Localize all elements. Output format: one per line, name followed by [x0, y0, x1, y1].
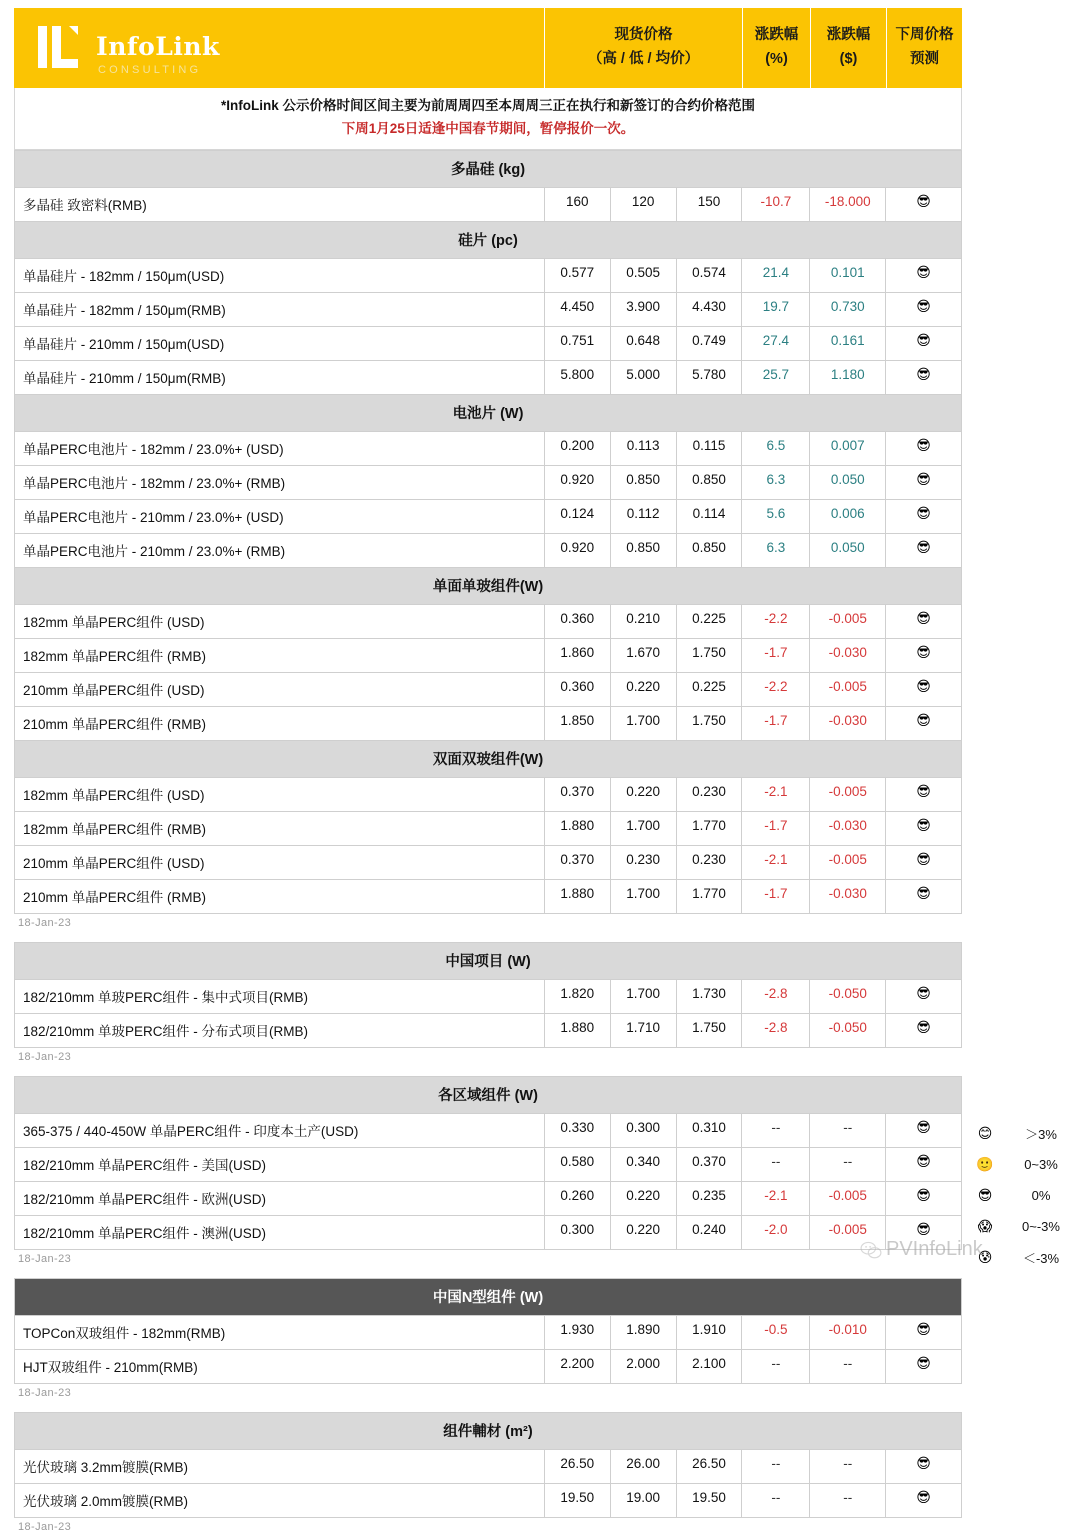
section-title: 硅片 (pc): [15, 222, 961, 258]
row-product-name: 单晶PERC电池片 - 182mm / 23.0%+ (RMB): [23, 475, 286, 491]
row-change-percent: --: [741, 1450, 809, 1483]
block-date-stamp: 18-Jan-23: [18, 1520, 72, 1533]
row-price-avg: 1.750: [676, 1014, 742, 1047]
row-change-percent: -1.7: [741, 707, 809, 740]
table-row[interactable]: [14, 879, 962, 914]
row-price-low: 0.220: [610, 1182, 676, 1215]
row-product-name: 365-375 / 440-450W 单晶PERC组件 - 印度本土产(USD): [23, 1123, 359, 1139]
row-change-dollar: -0.030: [809, 812, 885, 845]
row-price-avg: 0.230: [676, 778, 742, 811]
row-price-low: 0.220: [610, 778, 676, 811]
block-spacer: [14, 1063, 962, 1076]
section-title: 组件輔材 (m²): [15, 1413, 961, 1449]
row-price-avg: 0.240: [676, 1216, 742, 1249]
row-product-name: 182mm 单晶PERC组件 (USD): [23, 787, 205, 803]
row-price-high: 5.800: [544, 361, 610, 394]
row-price-low: 1.890: [610, 1316, 676, 1349]
row-change-dollar: --: [809, 1484, 885, 1517]
row-product-name: 光伏玻璃 2.0mm镀膜(RMB): [23, 1493, 188, 1509]
row-price-high: 1.850: [544, 707, 610, 740]
row-price-high: 0.360: [544, 605, 610, 638]
row-price-low: 0.230: [610, 846, 676, 879]
row-change-percent: -2.1: [741, 846, 809, 879]
table-row[interactable]: [14, 465, 962, 499]
row-price-high: 0.577: [544, 259, 610, 292]
row-change-dollar: 0.050: [809, 466, 885, 499]
row-forecast-face-icon: 😎: [885, 880, 961, 913]
row-change-dollar: -0.005: [809, 1216, 885, 1249]
row-change-dollar: -0.030: [809, 707, 885, 740]
row-change-percent: -1.7: [741, 812, 809, 845]
row-change-percent: -2.2: [741, 673, 809, 706]
legend-face-icon: 😰: [977, 1249, 993, 1265]
row-change-dollar: 0.101: [809, 259, 885, 292]
notice-line-1: *InfoLink 公示价格时间区间主要为前周周四至本周周三正在执行和新签订的合约价格范围: [221, 98, 755, 113]
block-china-ntype: [14, 1278, 962, 1399]
row-change-percent: -1.7: [741, 639, 809, 672]
table-row[interactable]: [14, 1181, 962, 1215]
table-row[interactable]: [14, 1013, 962, 1048]
table-row[interactable]: [14, 499, 962, 533]
row-forecast-face-icon: 😎: [885, 327, 961, 360]
row-price-high: 1.880: [544, 1014, 610, 1047]
row-forecast-face-icon: 😎: [885, 778, 961, 811]
row-price-avg: 0.574: [676, 259, 742, 292]
row-price-high: 0.330: [544, 1114, 610, 1147]
row-product-name: 单晶PERC电池片 - 210mm / 23.0%+ (USD): [23, 509, 284, 525]
row-price-avg: 26.50: [676, 1450, 742, 1483]
table-row[interactable]: [14, 258, 962, 292]
section-title: 各区域组件 (W): [15, 1077, 961, 1113]
table-row[interactable]: [14, 292, 962, 326]
col-header-spot-price-line2: （高 / 低 / 均价）: [587, 51, 700, 67]
row-price-low: 0.300: [610, 1114, 676, 1147]
row-price-low: 0.850: [610, 466, 676, 499]
row-product-name: 210mm 单晶PERC组件 (RMB): [23, 716, 207, 732]
row-price-high: 0.124: [544, 500, 610, 533]
row-product-name: TOPCon双玻组件 - 182mm(RMB): [23, 1325, 226, 1341]
legend-label: 0~3%: [1024, 1157, 1058, 1172]
table-row[interactable]: [14, 187, 962, 221]
row-change-dollar: -0.005: [809, 673, 885, 706]
row-change-dollar: -0.030: [809, 639, 885, 672]
row-price-avg: 0.114: [676, 500, 742, 533]
row-product-name: 182/210mm 单晶PERC组件 - 澳洲(USD): [23, 1225, 267, 1241]
table-row[interactable]: [14, 1215, 962, 1250]
row-price-avg: 1.730: [676, 980, 742, 1013]
section-header-row: [14, 1412, 962, 1449]
table-row[interactable]: [14, 979, 962, 1013]
block-date-stamp: 18-Jan-23: [18, 1050, 72, 1063]
legend-label: ＜-3%: [1022, 1251, 1060, 1266]
row-price-high: 19.50: [544, 1484, 610, 1517]
row-product-name: HJT双玻组件 - 210mm(RMB): [23, 1359, 198, 1375]
forecast-legend: [966, 1118, 1078, 1273]
table-row[interactable]: [14, 1113, 962, 1147]
row-product-name: 单晶硅片 - 182mm / 150μm(USD): [23, 268, 225, 284]
row-forecast-face-icon: 😎: [885, 980, 961, 1013]
legend-face-icon: 😱: [977, 1218, 993, 1234]
row-change-percent: 6.3: [741, 466, 809, 499]
row-forecast-face-icon: 😎: [885, 188, 961, 221]
row-change-dollar: 0.161: [809, 327, 885, 360]
notice-banner: [14, 88, 962, 150]
block-date-stamp: 18-Jan-23: [18, 916, 72, 929]
row-change-dollar: 0.050: [809, 534, 885, 567]
row-forecast-face-icon: 😎: [885, 1114, 961, 1147]
section-title: 电池片 (W): [15, 395, 961, 431]
row-forecast-face-icon: 😎: [885, 361, 961, 394]
row-forecast-face-icon: 😎: [885, 812, 961, 845]
section-header-row: [14, 1076, 962, 1113]
row-price-low: 3.900: [610, 293, 676, 326]
row-change-percent: -2.1: [741, 1182, 809, 1215]
row-price-low: 2.000: [610, 1350, 676, 1383]
section-title: 单面单玻组件(W): [15, 568, 961, 604]
row-change-percent: 6.5: [741, 432, 809, 465]
legend-face-icon: 😊: [977, 1125, 993, 1141]
block-polysilicon: [14, 150, 962, 929]
table-header: [14, 8, 962, 88]
row-change-percent: -1.7: [741, 880, 809, 913]
row-forecast-face-icon: 😎: [885, 1350, 961, 1383]
row-price-high: 1.860: [544, 639, 610, 672]
row-price-avg: 0.225: [676, 605, 742, 638]
row-forecast-face-icon: 😎: [885, 293, 961, 326]
row-change-dollar: 0.007: [809, 432, 885, 465]
row-price-high: 26.50: [544, 1450, 610, 1483]
row-forecast-face-icon: 😎: [885, 500, 961, 533]
row-price-high: 0.360: [544, 673, 610, 706]
legend-label: ＞3%: [1025, 1127, 1057, 1142]
row-price-avg: 0.370: [676, 1148, 742, 1181]
row-forecast-face-icon: 😎: [885, 1148, 961, 1181]
row-product-name: 182/210mm 单玻PERC组件 - 分布式项目(RMB): [23, 1023, 309, 1039]
row-price-high: 0.751: [544, 327, 610, 360]
row-change-percent: 21.4: [741, 259, 809, 292]
row-price-low: 0.850: [610, 534, 676, 567]
legend-face-icon: 🙂: [976, 1156, 994, 1172]
row-product-name: 多晶硅 致密料(RMB): [23, 197, 147, 213]
row-price-avg: 0.749: [676, 327, 742, 360]
row-price-high: 1.820: [544, 980, 610, 1013]
row-forecast-face-icon: 😎: [885, 1014, 961, 1047]
row-change-dollar: 0.006: [809, 500, 885, 533]
col-header-change-dollar: [810, 8, 886, 88]
brand-name: InfoLink: [96, 32, 220, 61]
row-forecast-face-icon: 😎: [885, 1216, 961, 1249]
section-header-row: [14, 567, 962, 604]
brand-logo-cell: [14, 8, 544, 88]
row-price-high: 0.920: [544, 534, 610, 567]
section-title: 多晶硅 (kg): [15, 151, 961, 187]
row-price-high: 0.370: [544, 778, 610, 811]
row-price-low: 120: [610, 188, 676, 221]
row-price-low: 0.210: [610, 605, 676, 638]
table-row[interactable]: [14, 431, 962, 465]
section-header-row: [14, 740, 962, 777]
row-change-percent: -2.8: [741, 1014, 809, 1047]
block-module-materials: [14, 1412, 962, 1533]
table-row[interactable]: [14, 777, 962, 811]
col-header-change-pct-line2: (%): [765, 51, 788, 67]
legend-label: 0~-3%: [1022, 1219, 1060, 1234]
row-price-avg: 1.910: [676, 1316, 742, 1349]
row-product-name: 单晶硅片 - 210mm / 150μm(USD): [23, 336, 225, 352]
row-price-low: 1.700: [610, 707, 676, 740]
row-change-percent: -10.7: [741, 188, 809, 221]
row-product-name: 单晶PERC电池片 - 182mm / 23.0%+ (USD): [23, 441, 284, 457]
col-header-change-dollar-line2: ($): [839, 51, 858, 67]
row-price-avg: 1.770: [676, 812, 742, 845]
table-row[interactable]: [14, 1315, 962, 1349]
row-price-high: 0.300: [544, 1216, 610, 1249]
row-change-dollar: 0.730: [809, 293, 885, 326]
brand-tagline: CONSULTING: [98, 64, 202, 76]
row-price-low: 1.700: [610, 812, 676, 845]
block-spacer: [14, 929, 962, 942]
row-change-dollar: -0.050: [809, 1014, 885, 1047]
row-change-percent: -2.2: [741, 605, 809, 638]
row-change-percent: --: [741, 1114, 809, 1147]
row-change-dollar: -18.000: [809, 188, 885, 221]
row-product-name: 210mm 单晶PERC组件 (USD): [23, 855, 205, 871]
row-product-name: 210mm 单晶PERC组件 (RMB): [23, 889, 207, 905]
row-forecast-face-icon: 😎: [885, 1316, 961, 1349]
row-price-high: 0.580: [544, 1148, 610, 1181]
table-row[interactable]: [14, 811, 962, 845]
row-change-dollar: -0.005: [809, 846, 885, 879]
row-change-percent: -2.8: [741, 980, 809, 1013]
block-spacer: [14, 1399, 962, 1412]
row-price-avg: 1.750: [676, 707, 742, 740]
row-forecast-face-icon: 😎: [885, 1182, 961, 1215]
row-price-avg: 0.850: [676, 534, 742, 567]
table-row[interactable]: [14, 1449, 962, 1483]
row-price-low: 19.00: [610, 1484, 676, 1517]
row-forecast-face-icon: 😎: [885, 1450, 961, 1483]
section-header-row: [14, 1278, 962, 1315]
row-price-high: 160: [544, 188, 610, 221]
row-change-percent: 19.7: [741, 293, 809, 326]
row-change-percent: --: [741, 1484, 809, 1517]
col-header-spot-price: [544, 8, 742, 88]
row-product-name: 单晶PERC电池片 - 210mm / 23.0%+ (RMB): [23, 543, 286, 559]
row-change-percent: --: [741, 1148, 809, 1181]
row-price-avg: 19.50: [676, 1484, 742, 1517]
table-row[interactable]: [14, 638, 962, 672]
row-change-percent: 27.4: [741, 327, 809, 360]
row-price-low: 1.670: [610, 639, 676, 672]
legend-face-icon: 😎: [977, 1187, 993, 1203]
row-price-avg: 1.770: [676, 880, 742, 913]
row-price-high: 2.200: [544, 1350, 610, 1383]
row-forecast-face-icon: 😎: [885, 259, 961, 292]
row-product-name: 182mm 单晶PERC组件 (RMB): [23, 821, 207, 837]
row-product-name: 单晶硅片 - 182mm / 150μm(RMB): [23, 302, 226, 318]
row-change-dollar: -0.005: [809, 1182, 885, 1215]
row-change-dollar: 1.180: [809, 361, 885, 394]
row-price-avg: 0.225: [676, 673, 742, 706]
row-change-percent: -0.5: [741, 1316, 809, 1349]
row-price-avg: 5.780: [676, 361, 742, 394]
notice-line-2: 下周1月25日适逢中国春节期间，暂停报价一次。: [341, 120, 635, 136]
row-price-low: 0.340: [610, 1148, 676, 1181]
row-product-name: 单晶硅片 - 210mm / 150μm(RMB): [23, 370, 226, 386]
row-product-name: 182mm 单晶PERC组件 (RMB): [23, 648, 207, 664]
row-price-low: 0.113: [610, 432, 676, 465]
row-price-avg: 150: [676, 188, 742, 221]
watermark-text: PVInfoLink: [886, 1238, 983, 1260]
row-change-percent: --: [741, 1350, 809, 1383]
row-change-dollar: -0.005: [809, 605, 885, 638]
block-regional-modules: [14, 1076, 962, 1265]
table-row[interactable]: [14, 604, 962, 638]
table-row[interactable]: [14, 533, 962, 567]
row-forecast-face-icon: 😎: [885, 605, 961, 638]
row-price-avg: 0.310: [676, 1114, 742, 1147]
row-product-name: 210mm 单晶PERC组件 (USD): [23, 682, 205, 698]
table-row[interactable]: [14, 360, 962, 394]
row-change-percent: 6.3: [741, 534, 809, 567]
price-blocks: [14, 150, 962, 1533]
row-price-low: 0.220: [610, 673, 676, 706]
table-row[interactable]: [14, 845, 962, 879]
row-price-high: 0.370: [544, 846, 610, 879]
block-spacer: [14, 1265, 962, 1278]
block-china-projects: [14, 942, 962, 1063]
table-row[interactable]: [14, 672, 962, 706]
table-row[interactable]: [14, 326, 962, 360]
row-price-avg: 0.230: [676, 846, 742, 879]
row-change-dollar: -0.050: [809, 980, 885, 1013]
row-forecast-face-icon: 😎: [885, 534, 961, 567]
row-price-high: 1.930: [544, 1316, 610, 1349]
row-price-avg: 0.115: [676, 432, 742, 465]
row-change-dollar: --: [809, 1350, 885, 1383]
row-change-percent: -2.1: [741, 778, 809, 811]
row-price-avg: 0.850: [676, 466, 742, 499]
row-price-high: 0.920: [544, 466, 610, 499]
row-forecast-face-icon: 😎: [885, 673, 961, 706]
col-header-forecast-line2: 预测: [910, 51, 939, 67]
row-change-percent: -2.0: [741, 1216, 809, 1249]
row-price-low: 0.112: [610, 500, 676, 533]
legend-item: [966, 1149, 1078, 1180]
col-header-forecast: [886, 8, 962, 88]
legend-label: 0%: [1031, 1188, 1051, 1203]
row-price-low: 1.710: [610, 1014, 676, 1047]
legend-item: [966, 1180, 1078, 1211]
row-product-name: 182/210mm 单晶PERC组件 - 欧洲(USD): [23, 1191, 267, 1207]
col-header-change-pct-line1: 涨跌幅: [754, 27, 799, 44]
row-product-name: 182mm 单晶PERC组件 (USD): [23, 614, 205, 630]
row-price-high: 1.880: [544, 880, 610, 913]
row-price-high: 0.260: [544, 1182, 610, 1215]
section-header-row: [14, 942, 962, 979]
legend-item: [966, 1211, 1078, 1242]
col-header-change-dollar-line1: 涨跌幅: [826, 27, 871, 44]
table-row[interactable]: [14, 1483, 962, 1518]
col-header-change-pct: [742, 8, 810, 88]
row-change-dollar: -0.005: [809, 778, 885, 811]
row-price-low: 1.700: [610, 880, 676, 913]
infolink-logo-icon: [36, 22, 88, 74]
row-price-low: 0.505: [610, 259, 676, 292]
legend-item: [966, 1242, 1078, 1273]
row-forecast-face-icon: 😎: [885, 1484, 961, 1517]
row-forecast-face-icon: 😎: [885, 707, 961, 740]
row-price-high: 1.880: [544, 812, 610, 845]
row-price-low: 1.700: [610, 980, 676, 1013]
row-change-dollar: -0.010: [809, 1316, 885, 1349]
row-price-low: 26.00: [610, 1450, 676, 1483]
row-price-low: 0.220: [610, 1216, 676, 1249]
row-change-dollar: --: [809, 1450, 885, 1483]
row-price-high: 4.450: [544, 293, 610, 326]
row-forecast-face-icon: 😎: [885, 466, 961, 499]
row-price-avg: 1.750: [676, 639, 742, 672]
row-price-low: 5.000: [610, 361, 676, 394]
row-change-percent: 5.6: [741, 500, 809, 533]
row-change-dollar: --: [809, 1148, 885, 1181]
row-price-avg: 2.100: [676, 1350, 742, 1383]
row-price-high: 0.200: [544, 432, 610, 465]
section-title: 双面双玻组件(W): [15, 741, 961, 777]
table-row[interactable]: [14, 706, 962, 740]
table-row[interactable]: [14, 1147, 962, 1181]
row-product-name: 182/210mm 单晶PERC组件 - 美国(USD): [23, 1157, 267, 1173]
section-header-row: [14, 394, 962, 431]
block-date-stamp: 18-Jan-23: [18, 1252, 72, 1265]
row-product-name: 182/210mm 单玻PERC组件 - 集中式项目(RMB): [23, 989, 309, 1005]
row-price-avg: 4.430: [676, 293, 742, 326]
row-forecast-face-icon: 😎: [885, 639, 961, 672]
section-title: 中国项目 (W): [15, 943, 961, 979]
price-sheet: [14, 8, 962, 1533]
row-change-dollar: --: [809, 1114, 885, 1147]
row-price-avg: 0.235: [676, 1182, 742, 1215]
col-header-spot-price-line1: 现货价格: [614, 27, 673, 44]
legend-item: [966, 1118, 1078, 1149]
section-header-row: [14, 150, 962, 187]
row-change-percent: 25.7: [741, 361, 809, 394]
row-forecast-face-icon: 😎: [885, 846, 961, 879]
table-row[interactable]: [14, 1349, 962, 1384]
row-product-name: 光伏玻璃 3.2mm镀膜(RMB): [23, 1459, 188, 1475]
section-title: 中国N型组件 (W): [15, 1279, 961, 1315]
row-price-low: 0.648: [610, 327, 676, 360]
row-forecast-face-icon: 😎: [885, 432, 961, 465]
block-date-stamp: 18-Jan-23: [18, 1386, 72, 1399]
col-header-forecast-line1: 下周价格: [895, 27, 954, 44]
section-header-row: [14, 221, 962, 258]
row-change-dollar: -0.030: [809, 880, 885, 913]
